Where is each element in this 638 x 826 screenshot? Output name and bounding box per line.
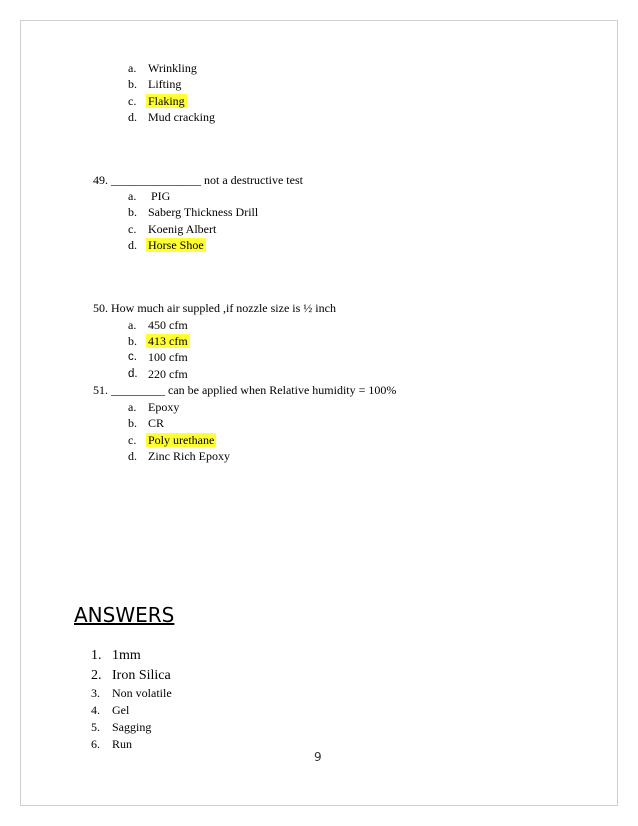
answer-3-marker: 3. bbox=[91, 686, 100, 700]
q50-option-a-marker: a. bbox=[128, 318, 137, 332]
q51-option-b-text: CR bbox=[148, 416, 165, 430]
q49-option-a-marker: a. bbox=[128, 189, 137, 203]
q51-option-b-marker: b. bbox=[128, 416, 137, 430]
q49-option-c-text: Koenig Albert bbox=[148, 222, 217, 236]
q49-option-c-marker: c. bbox=[128, 222, 137, 236]
answer-6-marker: 6. bbox=[91, 737, 100, 751]
q50-option-c-marker: c. bbox=[128, 351, 137, 363]
q51-option-c-marker: c. bbox=[128, 433, 137, 447]
q48-option-b-text: Lifting bbox=[148, 77, 182, 91]
q49-option-d-marker: d. bbox=[128, 238, 137, 252]
document-page bbox=[20, 20, 618, 806]
q50-option-d-text: 220 cfm bbox=[148, 367, 188, 381]
answer-2-marker: 2. bbox=[91, 668, 102, 683]
q49-option-b-marker: b. bbox=[128, 205, 137, 219]
q51-option-a-text: Epoxy bbox=[148, 400, 180, 414]
q51-option-d-marker: d. bbox=[128, 449, 137, 463]
q50-option-c-text: 100 cfm bbox=[148, 350, 188, 364]
q50-option-b-marker: b. bbox=[128, 334, 137, 348]
answer-3-text: Non volatile bbox=[112, 686, 172, 700]
page-number: 9 bbox=[314, 750, 322, 764]
q48-option-a-marker: a. bbox=[128, 61, 137, 75]
answers-heading: ANSWERS bbox=[74, 603, 175, 627]
q48-option-a-text: Wrinkling bbox=[148, 61, 197, 75]
q48-option-d-marker: d. bbox=[128, 110, 137, 124]
q48-option-c-text-highlighted: Flaking bbox=[148, 94, 185, 108]
q51-question: 51. _________ can be applied when Relative humidity = 100% bbox=[93, 383, 397, 397]
q50-option-b-text-highlighted: 413 cfm bbox=[148, 334, 188, 348]
q50-question: 50. How much air suppled ,if nozzle size is ½ inch bbox=[93, 301, 336, 315]
answer-5-text: Sagging bbox=[112, 720, 152, 734]
q49-option-d-text-highlighted: Horse Shoe bbox=[148, 238, 204, 252]
answer-6-text: Run bbox=[112, 737, 133, 751]
q49-option-a-text: PIG bbox=[148, 189, 171, 203]
q50-option-d-marker: d. bbox=[128, 368, 138, 380]
q48-option-d-text: Mud cracking bbox=[148, 110, 215, 124]
q51-option-c-text-highlighted: Poly urethane bbox=[148, 433, 215, 447]
q50-option-a-text: 450 cfm bbox=[148, 318, 188, 332]
answer-4-marker: 4. bbox=[91, 703, 100, 717]
answer-4-text: Gel bbox=[112, 703, 130, 717]
q51-option-a-marker: a. bbox=[128, 400, 137, 414]
q49-question: 49. _______________ not a destructive test bbox=[93, 173, 303, 187]
q48-option-c-marker: c. bbox=[128, 94, 137, 108]
answer-1-text: 1mm bbox=[112, 648, 141, 663]
q49-option-b-text: Saberg Thickness Drill bbox=[148, 205, 259, 219]
answer-1-marker: 1. bbox=[91, 648, 102, 663]
answer-2-text: Iron Silica bbox=[112, 668, 171, 683]
q48-option-b-marker: b. bbox=[128, 77, 137, 91]
q51-option-d-text: Zinc Rich Epoxy bbox=[148, 449, 230, 463]
answer-5-marker: 5. bbox=[91, 720, 100, 734]
